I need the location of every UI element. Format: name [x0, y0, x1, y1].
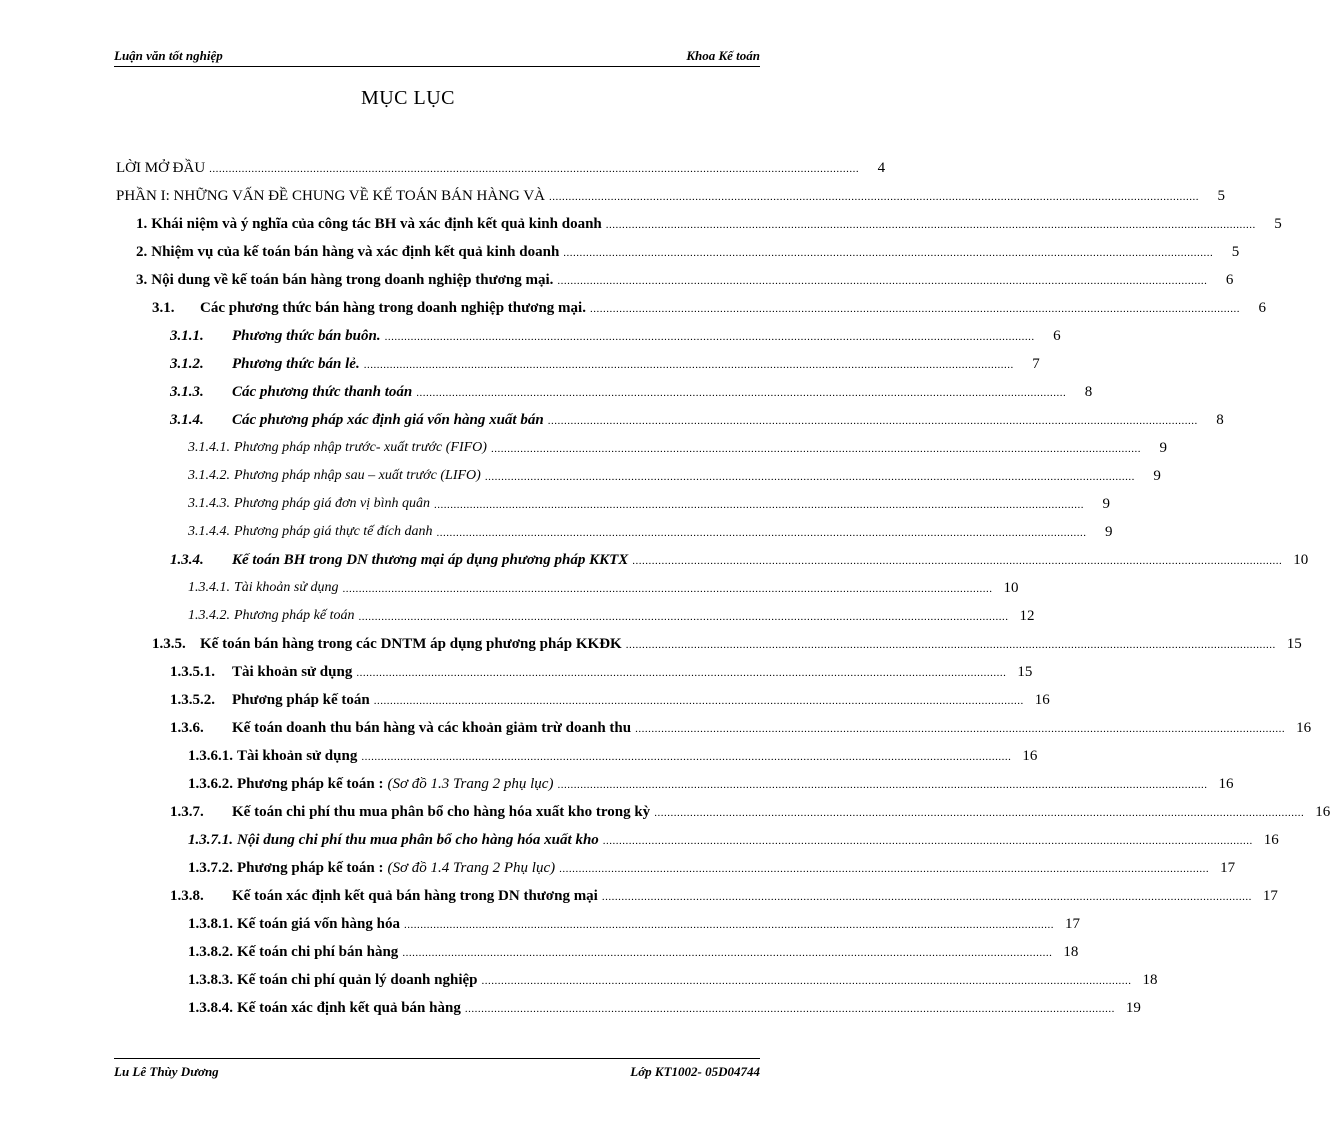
toc-entry[interactable]: [0, 206, 1282, 234]
toc-entry-title: Phương pháp kế toán: [232, 692, 370, 708]
toc-entry-title: Nội dung chi phí thu mua phân bổ cho hàng hóa xuất kho: [237, 832, 599, 848]
toc-entry-text: [188, 914, 400, 934]
toc-entry[interactable]: [0, 346, 1040, 374]
toc-entry-title: Phương pháp nhập trước- xuất trước (FIFO): [234, 440, 487, 455]
toc-entry-text: [136, 242, 559, 262]
toc-entry[interactable]: [0, 738, 1038, 766]
toc-page-number: 7: [1032, 356, 1040, 372]
toc-entry[interactable]: [0, 486, 1111, 514]
toc-entry-title: Khái niệm và ý nghĩa của công tác BH và xác định kết quả kinh doanh: [151, 216, 602, 232]
toc-page-number: 17: [1262, 888, 1278, 904]
toc-entry-title: Phương thức bán buôn.: [232, 328, 381, 344]
footer-left: Lu Lê Thùy Dương: [114, 1064, 219, 1079]
toc-entry-title: Kế toán doanh thu bán hàng và các khoản giảm trừ doanh thu: [232, 720, 632, 736]
toc-entry[interactable]: [0, 934, 1079, 962]
toc-entry-text: [188, 578, 338, 598]
toc-entry[interactable]: [0, 850, 1236, 878]
toc-page-number: 8: [1084, 384, 1093, 400]
header-left: Luận văn tốt nghiệp: [114, 48, 223, 63]
toc-leader-dots: ........................................................................................................................................................................................................: [358, 611, 1009, 623]
toc-entry[interactable]: [0, 766, 1234, 794]
toc-entry-number: 2.: [136, 244, 148, 260]
toc-entry-note: (Sơ đồ 1.4 Trang 2 Phụ lục): [387, 860, 556, 876]
toc-page-number: 6: [1258, 300, 1266, 316]
toc-entry-title: Phương pháp kế toán: [234, 608, 355, 623]
toc-page-number: 5: [1231, 244, 1240, 260]
toc-entry-number: 3.1.2.: [170, 356, 204, 372]
toc-leader-dots: ........................................................................................................................................................................................................: [209, 163, 860, 175]
toc-entry-number: 1.3.4.1.: [188, 580, 230, 595]
toc-entry-text: [170, 410, 544, 430]
toc-entry[interactable]: [0, 542, 1309, 570]
toc-entry-title: PHẦN I: NHỮNG VẤN ĐỀ CHUNG VỀ KẾ TOÁN BÁN HÀNG VÀ: [116, 188, 546, 204]
toc-entry-note: (Sơ đồ 1.3 Trang 2 phụ lục): [387, 776, 554, 792]
toc-page-number: 6: [1225, 272, 1234, 288]
toc-entry-number: 3.1.4.1.: [188, 440, 230, 455]
toc-entry-text: [170, 886, 598, 906]
toc-entry-number: 3.1.3.: [170, 384, 204, 400]
toc-page-number: 16: [1315, 804, 1330, 820]
toc-entry-number: 1.3.6.1.: [188, 748, 233, 764]
toc-page-number: 16: [1296, 720, 1312, 736]
toc-entry[interactable]: [0, 150, 886, 178]
toc-entry[interactable]: [0, 178, 1226, 206]
toc-entry-text: [170, 326, 381, 346]
toc-leader-dots: ........................................................................................................................................................................................................: [547, 415, 1198, 427]
toc-page-number: 16: [1263, 832, 1279, 848]
toc-entry-number: 1.: [136, 216, 148, 232]
toc-entry[interactable]: [0, 234, 1240, 262]
toc-entry-title: Tài khoản sử dụng: [234, 580, 339, 595]
toc-entry-title: Các phương pháp xác định giá vốn hàng xuất bán: [232, 412, 544, 428]
toc-entry-text: [188, 466, 481, 486]
toc-page-number: 4: [877, 160, 886, 176]
toc-entry-number: 1.3.8.4.: [188, 1000, 233, 1016]
toc-entry-title: Nhiệm vụ của kế toán bán hàng và xác định kết quả kinh doanh: [151, 244, 560, 260]
toc-entry-text: [188, 942, 398, 962]
toc-entry-number: 3.1.4.: [170, 412, 204, 428]
toc-entry-number: 1.3.4.2.: [188, 608, 230, 623]
toc-leader-dots: ........................................................................................................................................................................................................: [557, 275, 1208, 287]
toc-entry-title: Nội dung về kế toán bán hàng trong doanh nghiệp thương mại.: [151, 272, 554, 288]
page-title: MỤC LỤC: [360, 87, 456, 109]
toc-page-number: 18: [1063, 944, 1079, 960]
toc-entry-title: Các phương thức bán hàng trong doanh nghiệp thương mại.: [200, 300, 586, 316]
toc-page-number: 16: [1218, 776, 1234, 792]
toc-entry-text: [170, 382, 412, 402]
toc-leader-dots: ........................................................................................................................................................................................................: [559, 863, 1210, 875]
toc-entry[interactable]: [0, 822, 1279, 850]
toc-leader-dots: ........................................................................................................................................................................................................: [484, 471, 1135, 483]
toc-entry-title: Kế toán BH trong DN thương mại áp dụng phương pháp KKTX: [232, 552, 629, 568]
toc-leader-dots: ........................................................................................................................................................................................................: [464, 1003, 1115, 1015]
toc-leader-dots: ........................................................................................................................................................................................................: [434, 499, 1085, 511]
toc-entry[interactable]: [0, 654, 1033, 682]
toc-page-number: 6: [1053, 328, 1061, 344]
toc-leader-dots: ........................................................................................................................................................................................................: [557, 779, 1208, 791]
toc-leader-dots: ........................................................................................................................................................................................................: [436, 527, 1087, 539]
toc-leader-dots: ........................................................................................................................................................................................................: [635, 723, 1286, 735]
page-header: [114, 48, 760, 67]
toc-page-number: 9: [1105, 524, 1113, 540]
toc-entry[interactable]: [0, 262, 1234, 290]
toc-entry[interactable]: [0, 458, 1161, 486]
toc-page-number: 17: [1064, 916, 1080, 932]
table-of-contents: [0, 150, 1330, 1018]
toc-leader-dots: ........................................................................................................................................................................................................: [549, 191, 1200, 203]
toc-leader-dots: ........................................................................................................................................................................................................: [563, 247, 1214, 259]
toc-entry-number: 3.: [136, 272, 148, 288]
toc-leader-dots: ........................................................................................................................................................................................................: [602, 835, 1253, 847]
toc-entry-text: [116, 158, 205, 178]
toc-entry[interactable]: [0, 626, 1302, 654]
toc-entry-text: [170, 802, 650, 822]
toc-entry-title: Kế toán xác định kết quả bán hàng trong DN thương mại: [232, 888, 598, 904]
toc-leader-dots: ........................................................................................................................................................................................................: [490, 443, 1141, 455]
toc-entry[interactable]: [0, 906, 1080, 934]
toc-entry-number: 3.1.: [152, 300, 175, 316]
toc-entry-text: [170, 662, 352, 682]
toc-leader-dots: ........................................................................................................................................................................................................: [601, 891, 1252, 903]
toc-leader-dots: ........................................................................................................................................................................................................: [363, 359, 1014, 371]
toc-page-number: 17: [1220, 860, 1236, 876]
toc-entry-text: [136, 270, 553, 290]
toc-page-number: 15: [1017, 664, 1033, 680]
toc-leader-dots: ........................................................................................................................................................................................................: [654, 807, 1305, 819]
toc-entry-title: Kế toán chi phí quản lý doanh nghiệp: [237, 972, 478, 988]
toc-entry-title: Phương pháp kế toán :: [237, 860, 384, 876]
toc-page-number: 15: [1286, 636, 1302, 652]
toc-page-number: 10: [1003, 580, 1019, 596]
toc-entry-number: 3.1.4.4.: [188, 524, 230, 539]
toc-entry-text: [170, 354, 360, 374]
toc-entry-number: 3.1.4.3.: [188, 496, 230, 511]
toc-entry[interactable]: [0, 794, 1330, 822]
toc-page-number: 5: [1274, 216, 1282, 232]
toc-entry-number: 1.3.4.: [170, 552, 204, 568]
toc-entry-text: [188, 970, 478, 990]
toc-leader-dots: ........................................................................................................................................................................................................: [373, 695, 1024, 707]
toc-entry-text: [170, 690, 370, 710]
toc-entry-text: [136, 214, 602, 234]
toc-entry-number: 1.3.8.3.: [188, 972, 233, 988]
toc-leader-dots: ........................................................................................................................................................................................................: [384, 331, 1035, 343]
toc-entry-title: Tài khoản sử dụng: [232, 664, 353, 680]
toc-entry-title: Kế toán xác định kết quả bán hàng: [237, 1000, 461, 1016]
toc-leader-dots: ........................................................................................................................................................................................................: [402, 947, 1053, 959]
toc-entry-title: Phương pháp kế toán :: [237, 776, 384, 792]
toc-entry[interactable]: [0, 990, 1141, 1018]
toc-page-number: 8: [1216, 412, 1224, 428]
toc-entry[interactable]: [0, 710, 1312, 738]
toc-entry-text: [188, 522, 433, 542]
toc-entry[interactable]: [0, 374, 1093, 402]
toc-page-number: 19: [1125, 1000, 1141, 1016]
toc-entry-number: 1.3.6.2.: [188, 776, 233, 792]
toc-entry-number: 1.3.7.1.: [188, 832, 233, 848]
toc-entry-number: 1.3.6.: [170, 720, 204, 736]
toc-page-number: 5: [1217, 188, 1226, 204]
toc-entry-text: [188, 438, 487, 458]
toc-leader-dots: ........................................................................................................................................................................................................: [356, 667, 1007, 679]
toc-page-number: 9: [1159, 440, 1167, 456]
toc-entry-number: 1.3.8.: [170, 888, 204, 904]
toc-page-number: 9: [1102, 496, 1111, 512]
toc-entry-number: 1.3.5.2.: [170, 692, 215, 708]
toc-entry[interactable]: [0, 290, 1266, 318]
toc-entry-text: [188, 830, 599, 850]
toc-page-number: 18: [1142, 972, 1158, 988]
toc-entry-text: [152, 634, 622, 654]
toc-entry-title: Các phương thức thanh toán: [232, 384, 413, 400]
toc-leader-dots: ........................................................................................................................................................................................................: [625, 639, 1276, 651]
toc-entry-title: Phương pháp nhập sau – xuất trước (LIFO): [234, 468, 481, 483]
toc-entry[interactable]: [0, 430, 1167, 458]
toc-entry[interactable]: [0, 570, 1019, 598]
header-right: Khoa Kế toán: [686, 48, 760, 63]
toc-leader-dots: ........................................................................................................................................................................................................: [481, 975, 1132, 987]
page-footer: [114, 1058, 760, 1079]
toc-entry[interactable]: [0, 402, 1224, 430]
toc-entry[interactable]: [0, 318, 1061, 346]
toc-entry-text: [170, 718, 631, 738]
toc-leader-dots: ........................................................................................................................................................................................................: [632, 555, 1283, 567]
toc-entry-number: 1.3.7.2.: [188, 860, 233, 876]
toc-entry[interactable]: [0, 514, 1113, 542]
toc-entry-title: Kế toán giá vốn hàng hóa: [237, 916, 400, 932]
toc-page-number: 12: [1019, 608, 1035, 624]
toc-entry[interactable]: [0, 878, 1278, 906]
toc-entry-text: [170, 550, 628, 570]
toc-leader-dots: ........................................................................................................................................................................................................: [605, 219, 1256, 231]
toc-entry-title: Kế toán chi phí bán hàng: [237, 944, 399, 960]
toc-entry-text: [188, 494, 430, 514]
toc-page-number: 16: [1034, 692, 1050, 708]
toc-entry-number: 1.3.8.1.: [188, 916, 233, 932]
toc-entry-title: Phương thức bán lẻ.: [232, 356, 360, 372]
toc-entry-number: 1.3.7.: [170, 804, 204, 820]
toc-entry-text: [188, 998, 461, 1018]
toc-entry-title: Tài khoản sử dụng: [237, 748, 358, 764]
toc-leader-dots: ........................................................................................................................................................................................................: [361, 751, 1012, 763]
toc-leader-dots: ........................................................................................................................................................................................................: [342, 583, 993, 595]
toc-entry[interactable]: [0, 962, 1158, 990]
toc-entry-title: Kế toán chi phí thu mua phân bổ cho hàng hóa xuất kho trong kỳ: [232, 804, 651, 820]
toc-entry-text: [116, 186, 545, 206]
toc-entry-title: LỜI MỞ ĐẦU: [116, 160, 206, 176]
toc-page-number: 10: [1293, 552, 1309, 568]
toc-entry-number: 3.1.4.2.: [188, 468, 230, 483]
toc-entry-number: 3.1.1.: [170, 328, 204, 344]
footer-right: Lớp KT1002- 05D04744: [630, 1064, 760, 1079]
toc-entry-text: [188, 746, 357, 766]
toc-entry-number: 1.3.5.: [152, 636, 186, 652]
toc-entry-text: [188, 774, 553, 794]
toc-entry[interactable]: [0, 598, 1035, 626]
toc-page-number: 16: [1022, 748, 1038, 764]
toc-entry[interactable]: [0, 682, 1050, 710]
toc-leader-dots: ........................................................................................................................................................................................................: [416, 387, 1067, 399]
toc-entry-text: [152, 298, 586, 318]
toc-entry-title: Kế toán bán hàng trong các DNTM áp dụng phương pháp KKĐK: [200, 636, 622, 652]
toc-entry-number: 1.3.5.1.: [170, 664, 215, 680]
toc-entry-text: [188, 606, 354, 626]
toc-entry-text: [188, 858, 555, 878]
toc-leader-dots: ........................................................................................................................................................................................................: [403, 919, 1054, 931]
toc-page-number: 9: [1153, 468, 1161, 484]
toc-entry-title: Phương pháp giá đơn vị bình quân: [234, 496, 431, 511]
toc-entry-title: Phương pháp giá thực tế đích danh: [234, 524, 433, 539]
toc-entry-number: 1.3.8.2.: [188, 944, 233, 960]
toc-leader-dots: ........................................................................................................................................................................................................: [589, 303, 1240, 315]
